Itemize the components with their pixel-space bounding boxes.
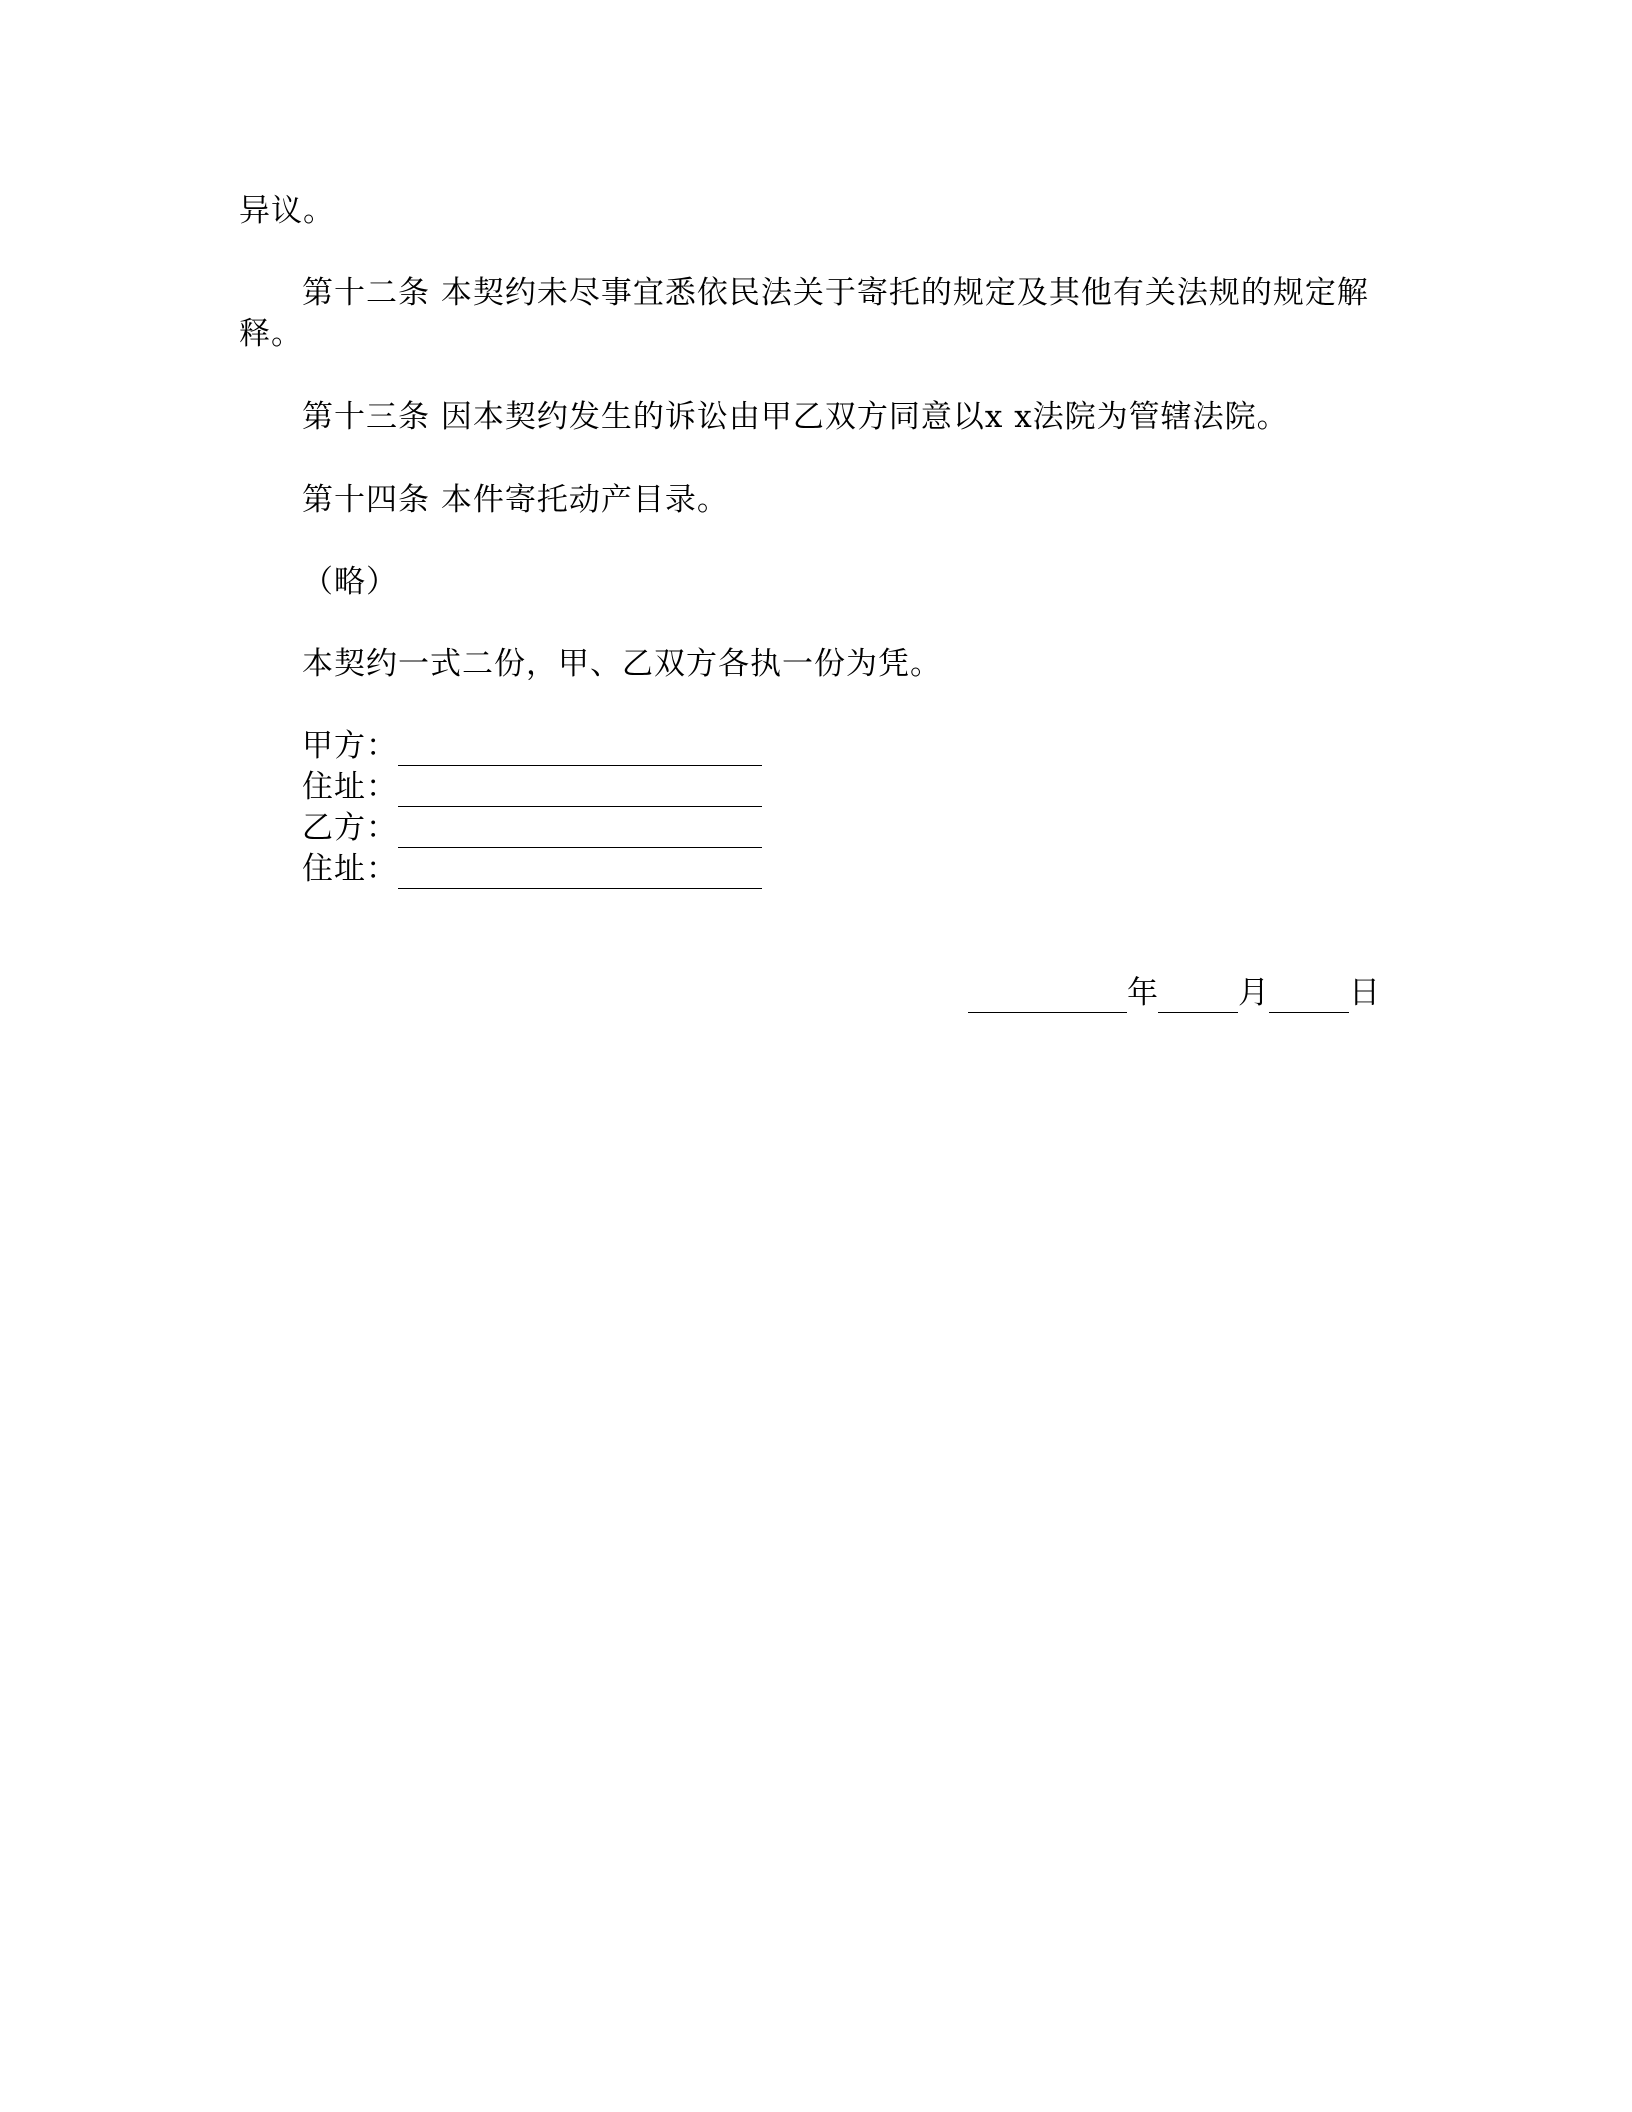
article-13-text: 第十三条 因本契约发生的诉讼由甲乙双方同意以x x法院为管辖法院。: [302, 399, 1289, 435]
party-a-row: [302, 726, 762, 766]
article-12-line-1: 第十二条 本契约未尽事宜悉依民法关于寄托的规定及其他有关法规的规定解: [302, 275, 1369, 311]
day-label: 日: [1349, 975, 1380, 1011]
article-12-line-2: 释。: [239, 316, 303, 352]
party-a-address-row: [302, 767, 762, 807]
party-b-address-row: [302, 849, 762, 889]
party-a-blank[interactable]: [398, 733, 762, 766]
article-14-text: 第十四条 本件寄托动产目录。: [302, 482, 729, 518]
month-label: 月: [1238, 975, 1269, 1011]
party-b-address-label: 住址：: [302, 851, 398, 887]
copies-clause: 本契约一式二份，甲、乙双方各执一份为凭。: [302, 646, 942, 682]
party-a-address-blank[interactable]: [398, 774, 762, 807]
party-a-address-label: 住址：: [302, 769, 398, 805]
party-a-label: 甲方：: [302, 728, 398, 764]
party-b-blank[interactable]: [398, 815, 762, 848]
year-label: 年: [1127, 975, 1158, 1011]
signing-date: [968, 973, 1380, 1013]
day-blank[interactable]: [1269, 980, 1349, 1013]
omitted-note: （略）: [302, 564, 398, 600]
month-blank[interactable]: [1158, 980, 1238, 1013]
year-blank[interactable]: [968, 980, 1127, 1013]
party-b-row: [302, 808, 762, 848]
continuation-text: 异议。: [239, 193, 335, 229]
party-b-label: 乙方：: [302, 810, 398, 846]
party-b-address-blank[interactable]: [398, 856, 762, 889]
